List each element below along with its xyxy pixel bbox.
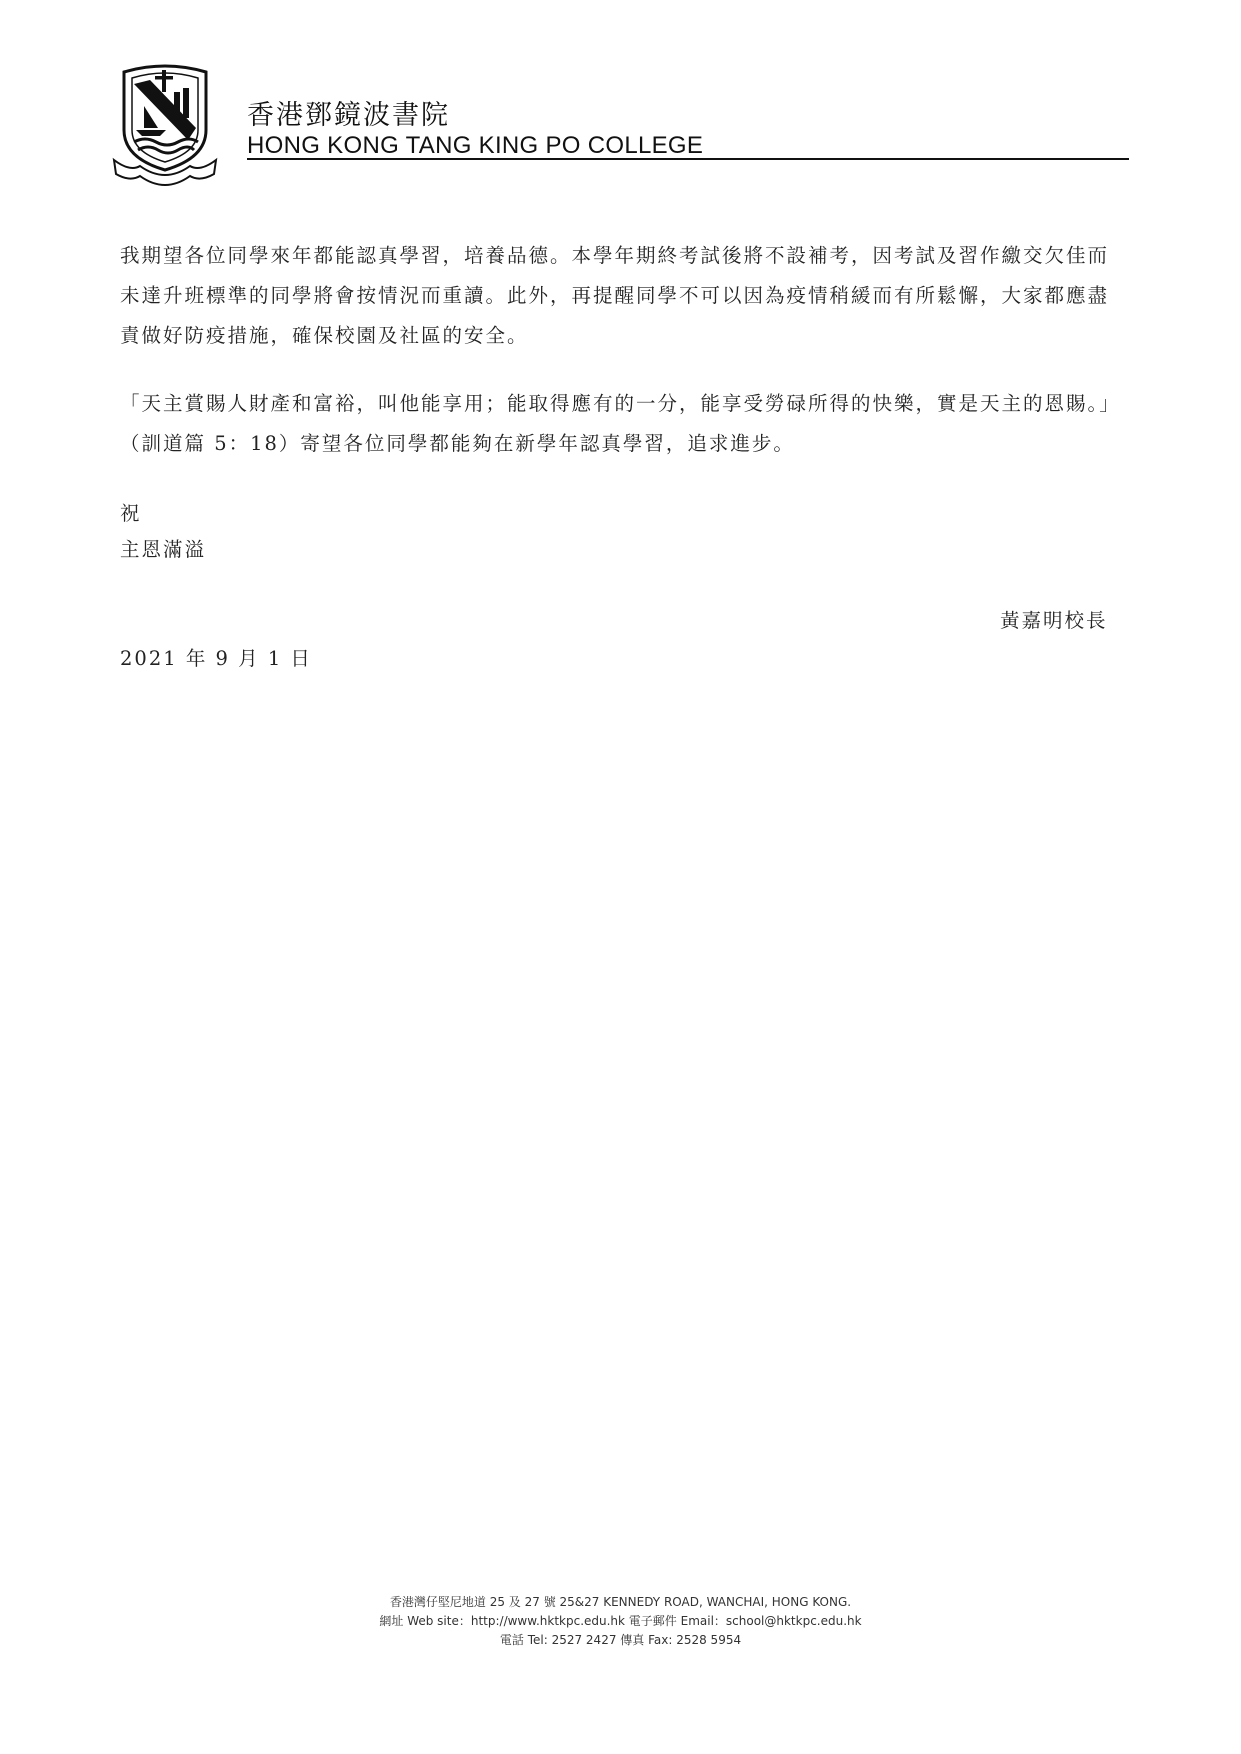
footer-phone-fax: 電話 Tel: 2527 2427 傳真 Fax: 2528 5954 bbox=[499, 1633, 742, 1647]
signer-name: 黃嘉明校長 bbox=[1000, 609, 1108, 632]
school-name-english: HONG KONG TANG KING PO COLLEGE bbox=[247, 132, 704, 159]
footer-web-email: 網址 Web site：http://www.hktkpc.edu.hk 電子郵件 Email：school@hktkpc.edu.hk bbox=[379, 1614, 862, 1628]
closing-blessing: 主恩滿溢 bbox=[120, 538, 207, 561]
closing-greeting: 祝 bbox=[120, 502, 142, 525]
letter-paragraph-1: 我期望各位同學來年都能認真學習，培養品德。本學年期終考試後將不設補考，因考試及習作繳交欠佳而未達升班標準的同學將會按情況而重讀。此外，再提醒同學不可以因為疫情稍緩而有所鬆懈，大家都應盡責做好防疫措施，確保校園及社區的安全。 bbox=[120, 244, 1110, 347]
header-divider bbox=[247, 158, 1129, 160]
footer-address: 香港灣仔堅尼地道 25 及 27 號 25&27 KENNEDY ROAD, WANCHAI, HONG KONG. bbox=[389, 1595, 852, 1609]
school-crest-icon bbox=[110, 62, 220, 188]
school-name-chinese: 香港鄧鏡波書院 bbox=[247, 100, 450, 131]
letter-paragraph-2: 「天主賞賜人財產和富裕，叫他能享用；能取得應有的一分，能享受勞碌所得的快樂，實是天主的恩賜。」（訓道篇 5：18）寄望各位同學都能夠在新學年認真學習，追求進步。 bbox=[120, 392, 1121, 455]
letter-date: 2021 年 9 月 1 日 bbox=[120, 647, 312, 670]
